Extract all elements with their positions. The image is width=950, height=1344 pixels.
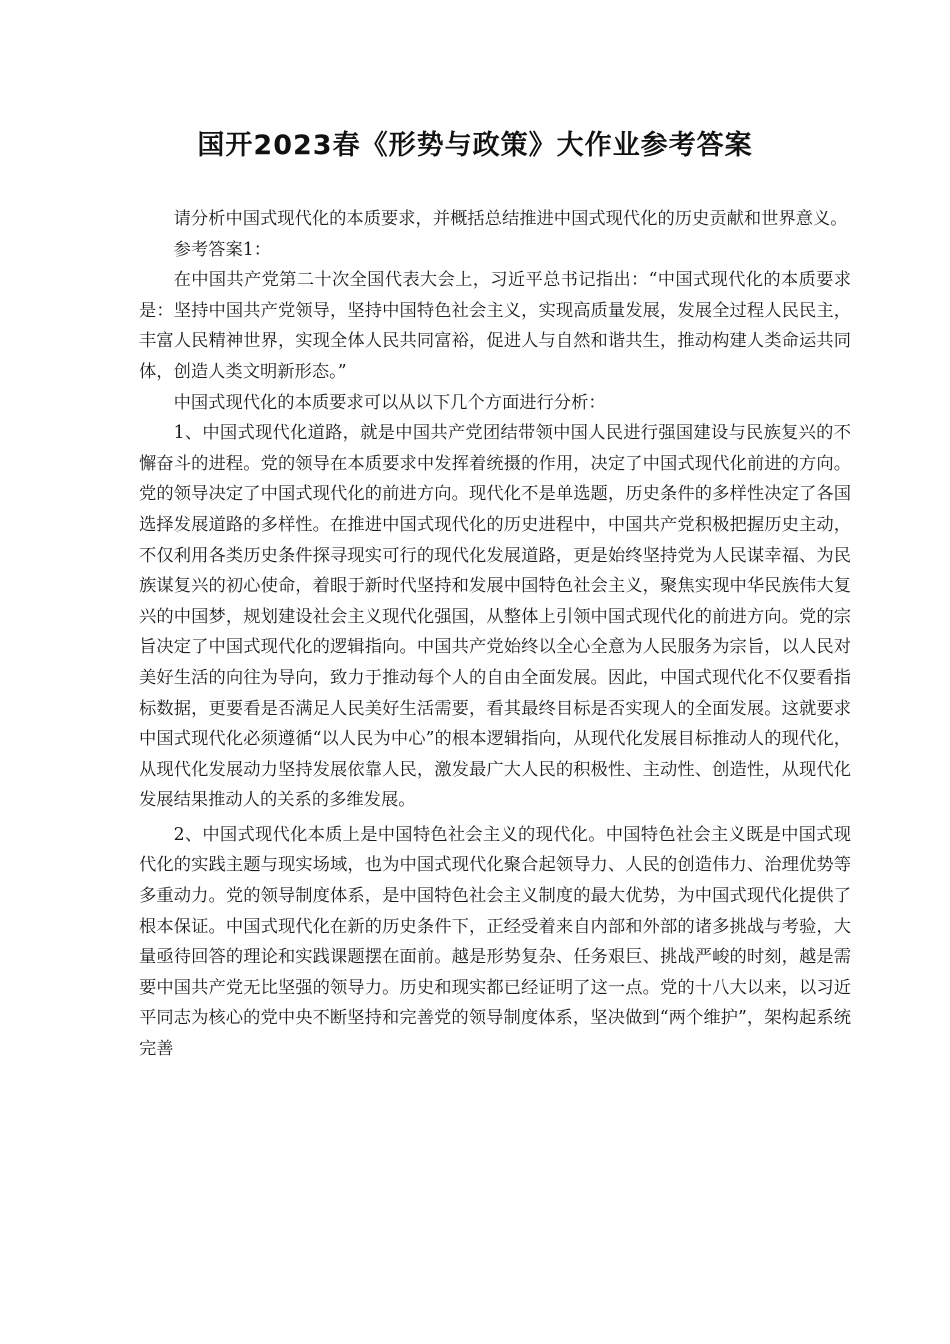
body-paragraph: 2、中国式现代化本质上是中国特色社会主义的现代化。中国特色社会主义既是中国式现代化的实践主题与现实场域，也为中国式现代化聚合起领导力、人民的创造伟力、治理优势等多重动力。党的领导制度体系，是中国特色社会主义制度的最大优势，为中国式现代化提供了根本保证。中国式现代化在新的历史条件下，正经受着来自内部和外部的诸多挑战与考验，大量亟待回答的理论和实践课题摆在面前。越是形势复杂、任务艰巨、挑战严峻的时刻，越是需要中国共产党无比坚强的领导力。历史和现实都已经证明了这一点。党的十八大以来，以习近平同志为核心的党中央不断坚持和完善党的领导制度体系，坚决做到“两个维护”，架构起系统完善 (139, 824, 851, 1060)
body-paragraph: 1、中国式现代化道路，就是中国共产党团结带领中国人民进行强国建设与民族复兴的不懈奋斗的进程。党的领导在本质要求中发挥着统摄的作用，决定了中国式现代化前进的方向。党的领导决定了中国式现代化的前进方向。现代化不是单选题，历史条件的多样性决定了各国选择发展道路的多样性。在推进中国式现代化的历史进程中，中国共产党积极把握历史主动，不仅利用各类历史条件探寻现实可行的现代化发展道路，更是始终坚持党为人民谋幸福、为民族谋复兴的初心使命，着眼于新时代坚持和发展中国特色社会主义，聚焦实现中华民族伟大复兴的中国梦，规划建设社会主义现代化强国，从整体上引领中国式现代化的前进方向。党的宗旨决定了中国式现代化的逻辑指向。中国共产党始终以全心全意为人民服务为宗旨，以人民对美好生活的向往为导向，致力于推动每个人的自由全面发展。因此，中国式现代化不仅要看指标数据，更要看是否满足人民美好生活需要，看其最终目标是否实现人的全面发展。这就要求中国式现代化必须遵循“以人民为中心”的根本逻辑指向，从现代化发展目标推动人的现代化，从现代化发展动力坚持发展依靠人民，激发最广大人民的积极性、主动性、创造性，从现代化发展结果推动人的关系的多维发展。 (139, 423, 851, 811)
answer-heading: 参考答案1： (173, 239, 271, 260)
document-body (139, 204, 851, 1065)
document-title: 国开2023春《形势与政策》大作业参考答案 (197, 130, 753, 161)
body-paragraph: 在中国共产党第二十次全国代表大会上，习近平总书记指出：“中国式现代化的本质要求是：坚持中国共产党领导，坚持中国特色社会主义，实现高质量发展，发展全过程人民民主，丰富人民精神世界，实现全体人民共同富裕，促进人与自然和谐共生，推动构建人类命运共同体，创造人类文明新形态。” (139, 270, 851, 382)
question-paragraph: 请分析中国式现代化的本质要求，并概括总结推进中国式现代化的历史贡献和世界意义。 (173, 209, 848, 229)
body-paragraph: 中国式现代化的本质要求可以从以下几个方面进行分析： (173, 392, 606, 413)
